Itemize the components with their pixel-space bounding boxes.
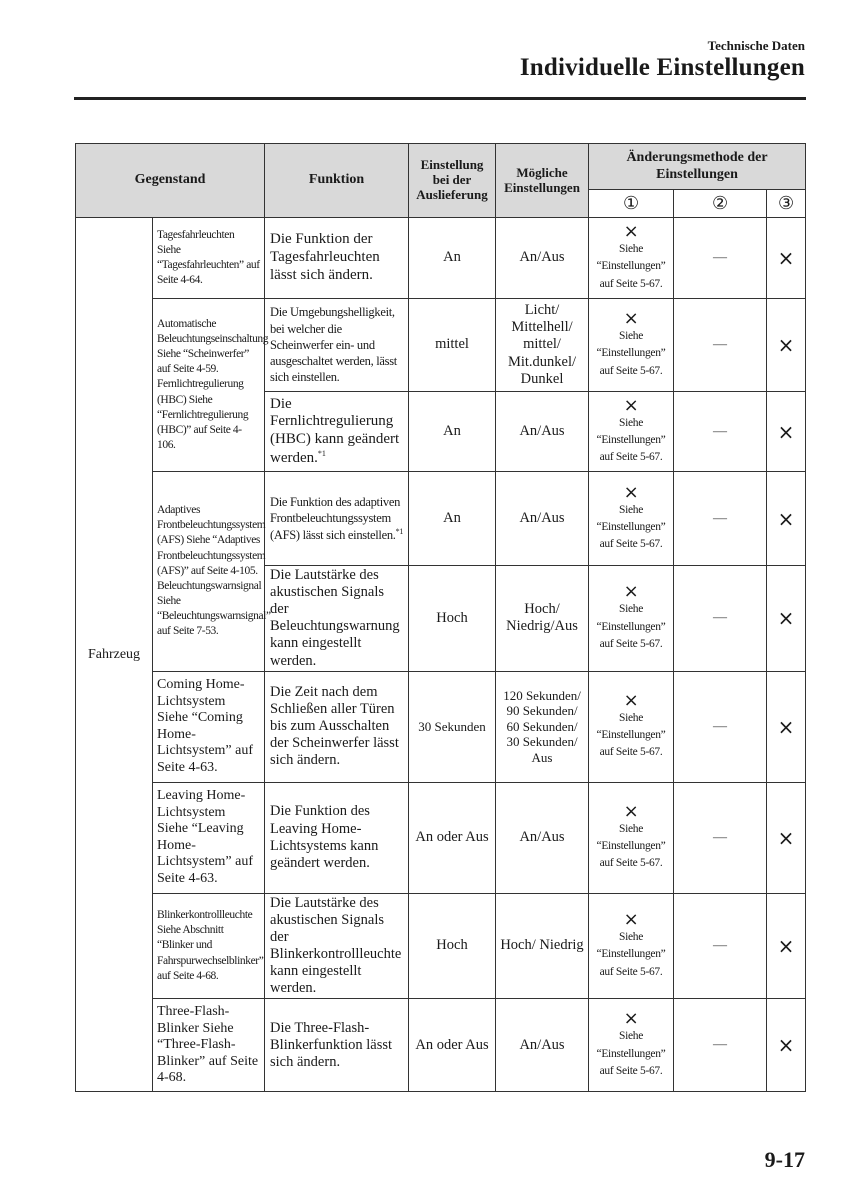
method-1-cell: [589, 472, 674, 566]
method-1-cell: [589, 218, 674, 299]
options-cell: Licht/ Mittelhell/ mittel/ Mit.dunkel/ Dunkel: [496, 299, 589, 392]
method-3-cell: ×: [767, 671, 806, 782]
method-2-cell: —: [674, 999, 767, 1092]
page-number: 9-17: [764, 1147, 805, 1172]
method-1-note: Siehe “Einstellungen” auf Seite 5-67.: [596, 822, 666, 870]
options-cell: An/Aus: [496, 999, 589, 1092]
item-cell: Leaving Home-Lichtsystem Siehe “Leaving Home-Lichtsystem” auf Seite 4-63.: [153, 782, 265, 893]
cross-icon: ×: [623, 308, 639, 330]
method-1-note: Siehe “Einstellungen” auf Seite 5-67.: [596, 1030, 666, 1077]
method-2-cell: —: [674, 472, 767, 566]
default-cell: An: [409, 392, 496, 472]
cross-icon: ×: [623, 1008, 639, 1030]
function-cell: Die Umgebungshelligkeit, bei welcher die Scheinwerfer ein- und ausgeschaltet werden, lässt sich einstellen.: [265, 299, 409, 392]
method-2-cell: —: [674, 782, 767, 893]
method-3-cell: ×: [767, 566, 806, 672]
table-row: [76, 893, 806, 999]
table-row: [76, 671, 806, 782]
method-3-cell: ×: [767, 472, 806, 566]
function-cell: Die Lautstärke des akustischen Signals der Beleuchtungswarnung kann eingestellt werden.: [265, 566, 409, 672]
method-1-cell: [589, 893, 674, 999]
options-cell: An/Aus: [496, 782, 589, 893]
default-cell: Hoch: [409, 566, 496, 672]
page-title: Individuelle Einstellungen: [519, 54, 805, 81]
method-3-cell: ×: [767, 999, 806, 1092]
item-cell: Tagesfahrleuchten Siehe “Tagesfahrleuchten” auf Seite 4-64.: [153, 218, 265, 299]
cross-icon: ×: [623, 800, 639, 822]
options-cell: Hoch/ Niedrig: [496, 893, 589, 999]
method-3-cell: ×: [767, 893, 806, 999]
category-cell: Fahrzeug: [76, 218, 153, 1092]
method-1-cell: [589, 671, 674, 782]
default-cell: An oder Aus: [409, 999, 496, 1092]
default-cell: 30 Sekunden: [409, 671, 496, 782]
method-1-note: Siehe “Einstellungen” auf Seite 5-67.: [596, 503, 666, 551]
cross-icon: ×: [623, 581, 639, 603]
function-cell: Die Funktion der Tagesfahrleuchten lässt sich ändern.: [265, 218, 409, 299]
default-cell: An: [409, 218, 496, 299]
table-row: [76, 999, 806, 1092]
method-2-cell: —: [674, 566, 767, 672]
item-cell: Adaptives Frontbeleuchtungssystem (AFS) Siehe “Adaptives Frontbeleuchtungssystem (AFS)” auf Seite 4-105. Beleuchtungswarnsignal Siehe “Beleuchtungswarnsignal” auf Seite 7-53.: [153, 472, 265, 672]
header-funktion: Funktion: [265, 144, 409, 218]
header-rule: [74, 97, 806, 100]
header-auslieferung: Einstellung bei der Auslieferung: [409, 144, 496, 218]
method-2-cell: —: [674, 218, 767, 299]
cross-icon: ×: [623, 481, 639, 503]
cross-icon: ×: [623, 909, 639, 931]
item-cell: Coming Home-Lichtsystem Siehe “Coming Home-Lichtsystem” auf Seite 4-63.: [153, 671, 265, 782]
method-1-cell: [589, 392, 674, 472]
method-1-note: Siehe “Einstellungen” auf Seite 5-67.: [596, 603, 666, 650]
options-cell: An/Aus: [496, 392, 589, 472]
table-row: [76, 782, 806, 893]
default-cell: An: [409, 472, 496, 566]
default-cell: An oder Aus: [409, 782, 496, 893]
cross-icon: ×: [623, 689, 639, 711]
method-1-note: Siehe “Einstellungen” auf Seite 5-67.: [596, 243, 666, 290]
function-cell: [265, 472, 409, 566]
header-moegliche: Mögliche Einstellungen: [496, 144, 589, 218]
header-method-2: ②: [674, 190, 767, 218]
function-cell: [265, 392, 409, 472]
method-2-cell: —: [674, 893, 767, 999]
method-2-cell: —: [674, 671, 767, 782]
table-row: [76, 472, 806, 566]
options-cell: An/Aus: [496, 472, 589, 566]
header-method-1: ①: [589, 190, 674, 218]
footnote-marker: *1: [395, 526, 404, 536]
cross-icon: ×: [623, 221, 639, 243]
method-3-cell: ×: [767, 392, 806, 472]
method-2-cell: —: [674, 299, 767, 392]
method-1-cell: [589, 999, 674, 1092]
options-cell: Hoch/ Niedrig/Aus: [496, 566, 589, 672]
function-cell: Die Three-Flash-Blinkerfunktion lässt sich ändern.: [265, 999, 409, 1092]
method-1-cell: [589, 299, 674, 392]
header-method-3: ③: [767, 190, 806, 218]
item-cell: Automatische Beleuchtungseinschaltung Siehe “Scheinwerfer” auf Seite 4-59. Fernlichtregulierung (HBC) Siehe “Fernlichtregulierung (HBC)” auf Seite 4-106.: [153, 299, 265, 472]
options-cell: 120 Sekunden/ 90 Sekunden/ 60 Sekunden/ 30 Sekunden/ Aus: [496, 671, 589, 782]
method-3-cell: ×: [767, 218, 806, 299]
header-aenderungsmethode: Änderungsmethode der Einstellungen: [589, 144, 806, 190]
function-text: Die Fernlichtregulierung (HBC) kann geändert werden.: [270, 395, 400, 466]
method-1-note: Siehe “Einstellungen” auf Seite 5-67.: [596, 711, 666, 759]
method-3-cell: ×: [767, 782, 806, 893]
function-cell: Die Lautstärke des akustischen Signals der Blinkerkontrollleuchte kann eingestellt werden.: [265, 893, 409, 999]
item-cell: Three-Flash-Blinker Siehe “Three-Flash-Blinker” auf Seite 4-68.: [153, 999, 265, 1092]
table-row: [76, 299, 806, 392]
function-cell: Die Funktion des Leaving Home-Lichtsystems kann geändert werden.: [265, 782, 409, 893]
method-3-cell: ×: [767, 299, 806, 392]
method-1-note: Siehe “Einstellungen” auf Seite 5-67.: [596, 416, 666, 464]
default-cell: mittel: [409, 299, 496, 392]
method-1-note: Siehe “Einstellungen” auf Seite 5-67.: [596, 330, 666, 377]
cross-icon: ×: [623, 394, 639, 416]
method-1-note: Siehe “Einstellungen” auf Seite 5-67.: [596, 931, 666, 978]
footnote-marker: *1: [317, 448, 326, 458]
method-2-cell: —: [674, 392, 767, 472]
section-label: Technische Daten: [707, 38, 805, 53]
default-cell: Hoch: [409, 893, 496, 999]
method-1-cell: [589, 782, 674, 893]
function-text: Die Funktion des adaptiven Frontbeleuchtungssystem (AFS) lässt sich einstellen.: [270, 495, 401, 542]
options-cell: An/Aus: [496, 218, 589, 299]
function-cell: Die Zeit nach dem Schließen aller Türen bis zum Ausschalten der Scheinwerfer lässt sich ändern.: [265, 671, 409, 782]
item-cell: Blinkerkontrollleuchte Siehe Abschnitt “Blinker und Fahrspurwechselblinker” auf Seite 4-68.: [153, 893, 265, 999]
table-row: [76, 218, 806, 299]
method-1-cell: [589, 566, 674, 672]
settings-table: [75, 143, 806, 1092]
header-gegenstand: Gegenstand: [76, 144, 265, 218]
